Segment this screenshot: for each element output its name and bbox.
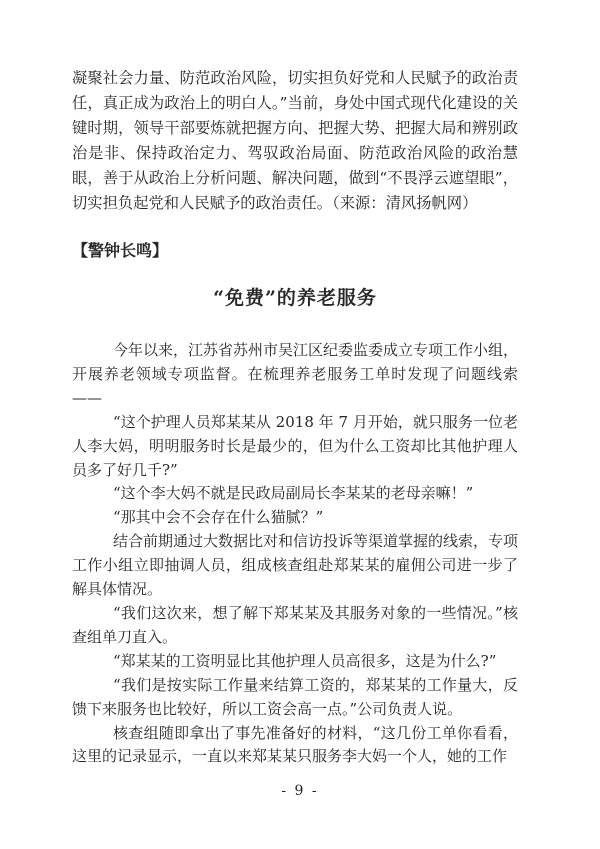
article-title: “免费”的养老服务: [213, 287, 377, 309]
article-paragraph: “那其中会不会存在什么猫腻？”: [113, 508, 324, 527]
continuation-paragraph: 凝聚社会力量、防范政治风险，切实担负好党和人民赋予的政治责任，真正成为政治上的明白人。”当前，身处中国式现代化建设的关键时期，领导干部要炼就把握方向、把握大势、把握大局和辨别政治是非、保持政治定力、驾驭政治局面、防范政治风险的政治慧眼，善于从政治上分析问题、解决问题，做到“不畏浮云遮望眼”，切实担负起党和人民赋予的政治责任。（来源：清风扬帆网）: [72, 69, 518, 212]
article-paragraph: 结合前期通过大数据比对和信访投诉等渠道掌握的线索，专项工作小组立即抽调人员，组成核查组赴郑某某的雇佣公司进一步了解具体情况。: [72, 532, 519, 599]
article-paragraph: “我们这次来，想了解下郑某某及其服务对象的一些情况。”核查组单刀直入。: [72, 603, 518, 646]
article-paragraph: “这个李大妈不就是民政局副局长李某某的老母亲嘛！”: [113, 484, 474, 503]
article-body: [72, 339, 518, 769]
page-content: [72, 0, 518, 769]
article-paragraph: “我们是按实际工作量来结算工资的，郑某某的工作量大，反馈下来服务也比较好，所以工资会高一点。”公司负责人说。: [72, 675, 518, 718]
article-paragraph: “郑某某的工资明显比其他护理人员高很多，这是为什么?”: [113, 651, 497, 670]
section-label: 【警钟长鸣】: [72, 241, 169, 260]
article-paragraph: “这个护理人员郑某某从 2018 年 7 月开始，就只服务一位老人李大妈，明明服务时长是最少的，但为什么工资却比其他护理人员多了好几千?”: [72, 412, 518, 479]
article-paragraph: 今年以来，江苏省苏州市吴江区纪委监委成立专项工作小组，开展养老领域专项监督。在梳理养老服务工单时发现了问题线索——: [72, 341, 519, 407]
article-paragraph: 核查组随即拿出了事先准备好的材料，“这几份工单你看看，这里的记录显示，一直以来郑某某只服务李大妈一个人，她的工作: [72, 723, 518, 766]
page-number: - 9 -: [281, 783, 319, 799]
